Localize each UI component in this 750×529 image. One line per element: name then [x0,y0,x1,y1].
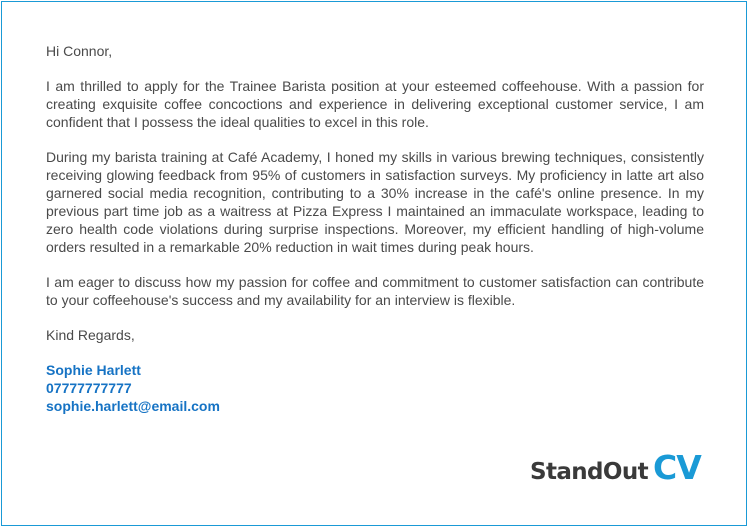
logo-wordmark: StandOut [530,459,649,485]
signature-phone: 07777777777 [46,380,132,396]
greeting: Hi Connor, [46,43,113,59]
standout-cv-logo [530,448,701,492]
cover-letter [46,42,704,415]
signature-name: Sophie Harlett [46,362,141,378]
signature-block [46,361,704,415]
paragraph-intro: I am thrilled to apply for the Trainee Barista position at your esteemed coffeehouse. With a passion for creating exquisite coffee concoctions and experience in delivering exceptional customer service, I am confident that I possess the ideal qualities to excel in this role. [46,78,704,130]
signature-email: sophie.harlett@email.com [46,398,220,414]
paragraph-experience: During my barista training at Café Academy, I honed my skills in various brewing techniques, consistently receiving glowing feedback from 95% of customers in satisfaction surveys. My proficiency in latte art also garnered social media recognition, contributing to a 30% increase in the café's online presence. In my previous part time job as a waitress at Pizza Express I maintained an immaculate workspace, leading to zero health code violations during surprise inspections. Moreover, my efficient handling of high-volume orders resulted in a remarkable 20% reduction in wait times during peak hours. [46,149,704,255]
logo-cv-mark: CV [653,448,701,487]
paragraph-closing: I am eager to discuss how my passion for coffee and commitment to customer satisfaction can contribute to your coffeehouse's success and my availability for an interview is flexible. [46,274,704,308]
sign-off: Kind Regards, [46,327,135,343]
